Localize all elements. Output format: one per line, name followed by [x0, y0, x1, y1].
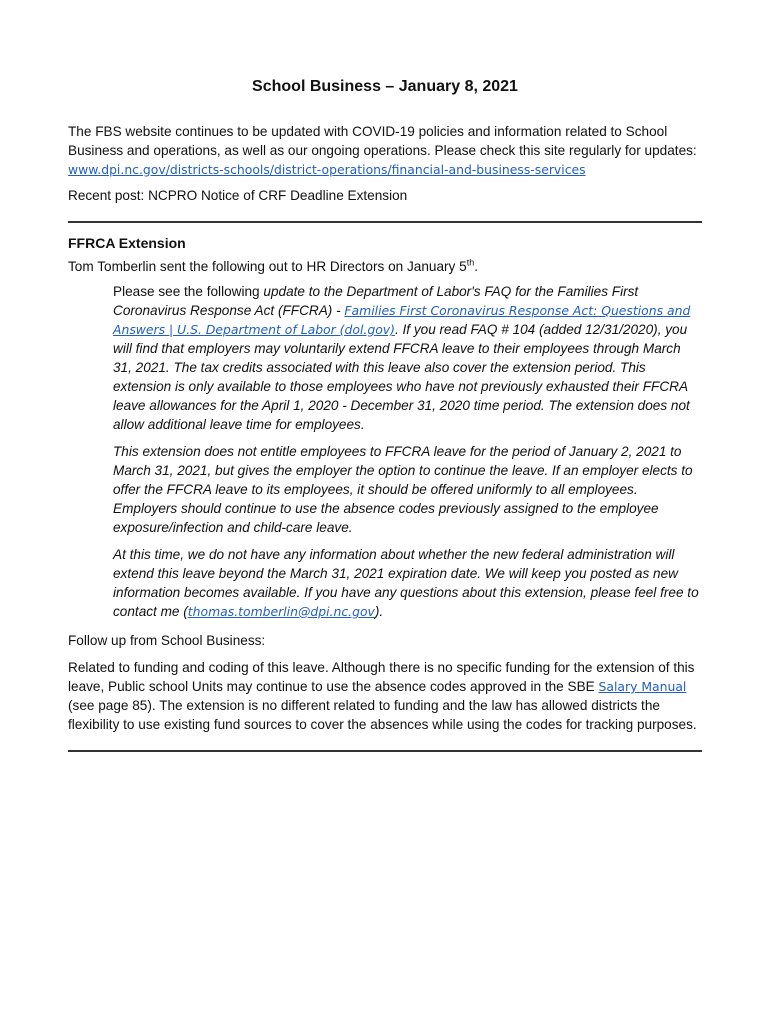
quote-3-end: ). [374, 604, 384, 619]
lead-text: Tom Tomberlin sent the following out to HR Directors on January 5 [68, 259, 467, 274]
section-divider [68, 221, 702, 223]
dol-faq-link[interactable]: Families First Coronavirus Response Act: Questions and Answers | U.S. Department of Labor (dol.gov) [113, 303, 691, 337]
section-heading-ffrca: FFRCA Extension [68, 235, 186, 251]
page-title: School Business – January 8, 2021 [252, 78, 518, 95]
followup-rest: (see page 85). The extension is no different related to funding and the law has allowed districts the flexibility to use existing fund sources to cover the absences while using the codes for tracking purposes. [68, 698, 697, 732]
quote-paragraph-1 [113, 282, 702, 434]
quote-italic: update to the Department of Labor's FAQ for the Families First Coronavirus Response Act (FFCRA) - [113, 284, 639, 318]
quote-paragraph-3 [113, 545, 702, 621]
intro-paragraph [68, 122, 702, 179]
salary-manual-link[interactable]: Salary Manual [598, 679, 687, 694]
email-link[interactable]: thomas.tomberlin@dpi.nc.gov [187, 604, 375, 619]
quote-intro: Please see the following [113, 284, 264, 299]
followup-text: Related to funding and coding of this leave. Although there is no specific funding for the extension of this leave, Public school Units may continue to use the absence codes approved in the SBE [68, 660, 695, 694]
quote-paragraph-2: This extension does not entitle employees to FFCRA leave for the period of January 2, 2021 to March 31, 2021, but gives the employer the option to continue the leave. If an employer elects to offer the FFCRA leave to its employees, it should be offered uniformly to all employees. Employers should continue to use the absence codes previously assigned to the employee exposure/infection and child-care leave. [113, 444, 693, 535]
quote-3-text: At this time, we do not have any information about whether the new federal administration will extend this leave beyond the March 31, 2021 expiration date. We will keep you posted as new information becomes available. If you have any questions about this extension, please feel free to contact me ( [113, 547, 699, 619]
quote-rest: . If you read FAQ # 104 (added 12/31/2020), you will find that employers may voluntarily extend FFCRA leave to their employees through March 31, 2021. The tax credits associated with this leave also cover the extension period. This extension is only available to those employees who have not previously exhausted their FFCRA leave allowances for the April 1, 2020 - December 31, 2020 time period. The extension does not allow additional leave time for employees. [113, 322, 690, 432]
lead-end: . [474, 259, 478, 274]
section-divider-bottom [68, 750, 702, 752]
lead-paragraph [68, 257, 702, 276]
fbs-website-link[interactable]: www.dpi.nc.gov/districts-schools/district-operations/financial-and-business-services [68, 162, 586, 177]
followup-label: Follow up from School Business: [68, 633, 266, 648]
followup-paragraph [68, 658, 702, 734]
quoted-message [68, 282, 702, 621]
ordinal-suffix: th [466, 257, 475, 268]
intro-text: The FBS website continues to be updated with COVID-19 policies and information related to School Business and operations, as well as our ongoing operations. Please check this site regularly for updates: [68, 124, 697, 158]
recent-post: Recent post: NCPRO Notice of CRF Deadline Extension [68, 188, 408, 203]
